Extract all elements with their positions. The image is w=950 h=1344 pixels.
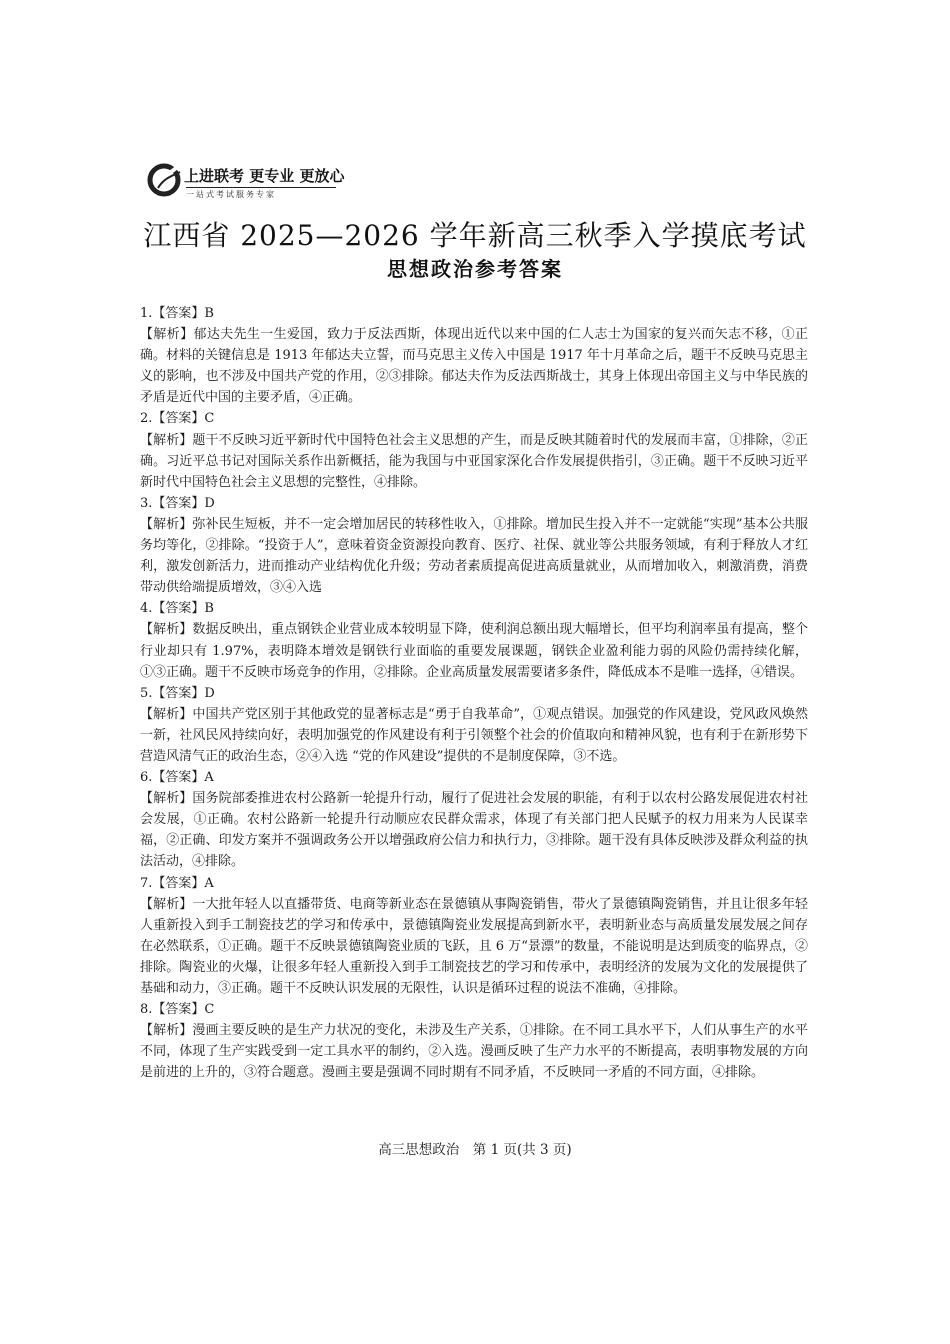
answer-label: 1.【答案】B xyxy=(140,306,214,321)
answer-analysis: 【解析】中国共产党区别于其他政党的显著标志是“勇于自我革命”，①观点错误。加强党的作风建设，党风政风焕然一新，社风民风持续向好，表明加强党的作风建设有利于引领整个社会的价值取向和精神风貌，也有利于在新形势下营造风清气正的政治生态，②④入选 “党的作风建设”提供的不是制度保障，③不选。 xyxy=(140,706,808,764)
exam-title: 江西省 2025—2026 学年新高三秋季入学摸底考试 xyxy=(143,219,807,252)
page-footer: 高三思想政治 第 1 页(共 3 页) xyxy=(378,1142,572,1158)
answer-label: 5.【答案】D xyxy=(140,685,215,701)
answer-item-7 xyxy=(140,873,808,1000)
logo-tagline: 一站式考试服务专家 xyxy=(186,187,336,200)
answer-analysis: 【解析】漫画主要反映的是生产力状况的变化，未涉及生产关系，①排除。在不同工具水平下，人们从事生产的水平不同，体现了生产实践受到一定工具水平的制约，②入选。漫画反映了生产力水平的不断提高，表明事物发展的方向是前进的上升的，③符合题意。漫画主要是强调不同时期有不同矛盾，不反映同一矛盾的不同方面，④排除。 xyxy=(140,1023,808,1081)
answer-item-3 xyxy=(140,493,808,598)
answer-analysis: 【解析】一大批年轻人以直播带货、电商等新业态在景德镇从事陶瓷销售，带火了景德镇陶瓷销售，并且让很多年轻人重新投入到手工制瓷技艺的学习和传承中，景德镇陶瓷业发展提高到新水平，表明新业态与高质量发展发展之间存在必然联系，①正确。题干不反映景德镇陶瓷业质的飞跃，且 6 万“景漂”的数量，不能说明是达到质变的临界点，②排除。陶瓷业的火爆，让很多年轻人重新投入到手工制瓷技艺的学习和传承中，表明经济的发展为文化的发展提供了基础和动力，③正确。题干不反映认识发展的无限性，认识是循环过程的说法不准确，④排除。 xyxy=(140,896,808,996)
answer-item-5 xyxy=(140,683,808,767)
answer-label: 3.【答案】D xyxy=(140,495,215,511)
publisher-logo xyxy=(146,160,346,204)
answer-label: 2.【答案】C xyxy=(140,411,215,427)
answer-item-6 xyxy=(140,767,808,872)
answer-key-subtitle: 思想政治参考答案 xyxy=(387,257,563,281)
answer-analysis: 【解析】郁达夫先生一生爱国，致力于反法西斯，体现出近代以来中国的仁人志士为国家的复兴而矢志不移，①正确。材料的关键信息是 1913 年郁达夫立誓，而马克思主义传入中国是 1917 年十月革命之后，题干不反映马克思主义的影响，也不涉及中国共产党的作用，②③排除。郁达夫作为反法西斯战士，其身上体现出帝国主义与中华民族的矛盾是近代中国的主要矛盾，④正确。 xyxy=(140,327,808,406)
answer-item-8 xyxy=(140,999,808,1083)
answer-analysis: 【解析】数据反映出，重点钢铁企业营业成本较明显下降，使利润总额出现大幅增长，但平均利润率虽有提高，整个行业却只有 1.97%，表明降本增效是钢铁行业面临的重要发展课题，钢铁企业盈利能力弱的风险仍需持续化解，①③正确。题干不反映市场竞争的作用，②排除。企业高质量发展需要诸多条件，降低成本不是唯一选择，④错误。 xyxy=(140,622,808,680)
answer-analysis: 【解析】弥补民生短板，并不一定会增加居民的转移性收入，①排除。增加民生投入并不一定就能“实现”基本公共服务均等化，②排除。“投资于人”，意味着资金资源投向教育、医疗、社保、就业等公共服务领域，有利于释放人才红利，激发创新活力，进而推动产业结构优化升级；劳动者素质提高促进高质量就业，从而增加收入，刺激消费，消费带动供给端提质增效，③④入选 xyxy=(140,516,808,596)
answer-analysis: 【解析】题干不反映习近平新时代中国特色社会主义思想的产生，而是反映其随着时代的发展而丰富，①排除，②正确。习近平总书记对国际关系作出新概括，能为我国与中亚国家深化合作发展提供指引，③正确。题干不反映习近平新时代中国特色社会主义思想的完整性，④排除。 xyxy=(140,432,808,490)
answer-label: 8.【答案】C xyxy=(140,1002,215,1018)
answer-label: 7.【答案】A xyxy=(140,875,214,891)
answer-item-4 xyxy=(140,598,808,682)
logo-slogan: 上进联考 更专业 更放心 xyxy=(184,167,345,185)
logo-mark-icon xyxy=(146,160,186,200)
answer-item-1 xyxy=(140,303,808,408)
answer-analysis: 【解析】国务院部委推进农村公路新一轮提升行动，履行了促进社会发展的职能，有利于以农村公路发展促进农村社会发展，①正确。农村公路新一轮提升行动顺应农民群众需求，体现了有关部门把人民赋予的权力用来为人民谋幸福，②正确、印发方案并不强调政务公开以增强政府公信力和执行力，③排除。题干没有具体反映涉及群众利益的执法活动，④排除。 xyxy=(140,791,808,870)
answer-list xyxy=(140,303,808,1083)
answer-label: 6.【答案】A xyxy=(140,770,214,786)
answer-label: 4.【答案】B xyxy=(140,601,214,617)
answer-item-2 xyxy=(140,408,808,492)
